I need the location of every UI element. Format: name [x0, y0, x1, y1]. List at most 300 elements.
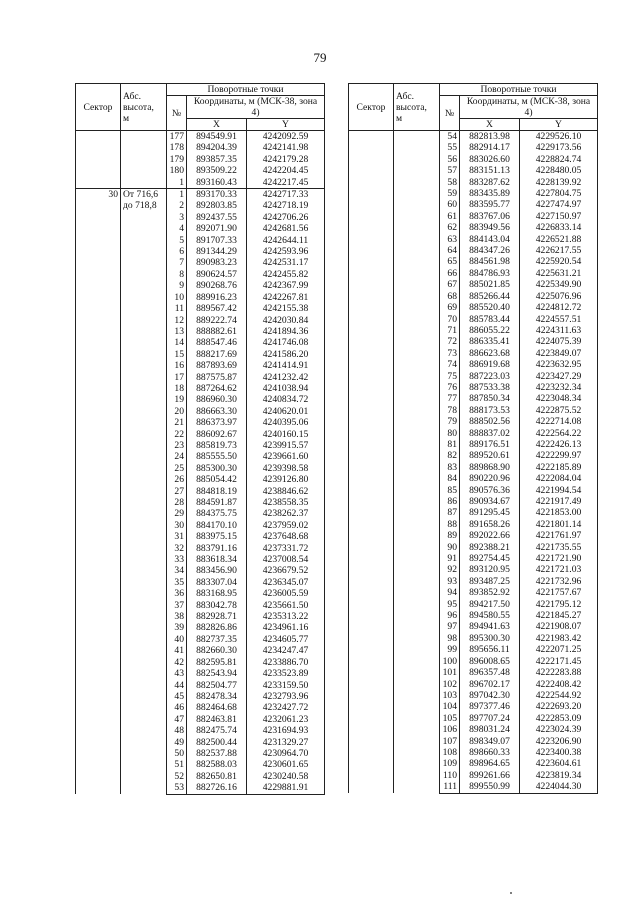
- y-coordinate: 4223232.34: [520, 382, 598, 393]
- y-coordinate: 4242593.96: [247, 246, 325, 257]
- y-coordinate: 4221845.27: [520, 610, 598, 621]
- table-row: [349, 131, 598, 143]
- point-number: 42: [167, 657, 187, 668]
- point-number: 82: [440, 450, 460, 461]
- x-coordinate: 885783.44: [460, 314, 520, 325]
- x-coordinate: 893160.43: [187, 177, 247, 189]
- point-number: 80: [440, 428, 460, 439]
- y-coordinate: 4231329.27: [247, 737, 325, 748]
- x-coordinate: 889868.90: [460, 462, 520, 473]
- x-header: X: [460, 119, 520, 131]
- x-coordinate: 883767.06: [460, 211, 520, 222]
- y-coordinate: 4221908.07: [520, 621, 598, 632]
- point-number: 17: [167, 372, 187, 383]
- point-number: 65: [440, 256, 460, 267]
- x-coordinate: 892022.66: [460, 530, 520, 541]
- y-coordinate: 4224557.51: [520, 314, 598, 325]
- x-coordinate: 886092.67: [187, 429, 247, 440]
- x-coordinate: 893120.95: [460, 564, 520, 575]
- x-coordinate: 883949.56: [460, 222, 520, 233]
- point-number: 111: [440, 781, 460, 793]
- y-coordinate: 4225920.54: [520, 256, 598, 267]
- point-number: 63: [440, 234, 460, 245]
- y-coordinate: 4221732.96: [520, 576, 598, 587]
- point-number: 29: [167, 508, 187, 519]
- x-coordinate: 883026.60: [460, 154, 520, 165]
- x-coordinate: 898031.24: [460, 724, 520, 735]
- point-number: 30: [167, 520, 187, 531]
- x-coordinate: 882914.17: [460, 142, 520, 153]
- x-coordinate: 889222.74: [187, 315, 247, 326]
- number-header: №: [167, 96, 187, 131]
- y-coordinate: 4222693.20: [520, 701, 598, 712]
- point-number: 98: [440, 633, 460, 644]
- point-number: 95: [440, 599, 460, 610]
- point-number: 109: [440, 758, 460, 769]
- x-coordinate: 882650.81: [187, 771, 247, 782]
- point-number: 78: [440, 405, 460, 416]
- x-coordinate: 893170.33: [187, 189, 247, 201]
- point-number: 57: [440, 165, 460, 176]
- x-coordinate: 885054.42: [187, 474, 247, 485]
- point-number: 20: [167, 406, 187, 417]
- y-coordinate: 4222084.04: [520, 473, 598, 484]
- point-number: 10: [167, 292, 187, 303]
- height-range-to: до 718,8: [123, 200, 157, 212]
- y-coordinate: 4222283.88: [520, 667, 598, 678]
- x-coordinate: 884143.04: [460, 234, 520, 245]
- point-number: 12: [167, 315, 187, 326]
- point-number: 64: [440, 245, 460, 256]
- y-coordinate: 4242217.45: [247, 177, 325, 189]
- point-number: 13: [167, 326, 187, 337]
- page-number: 79: [313, 50, 327, 65]
- point-number: 53: [167, 782, 187, 794]
- x-coordinate: 891707.33: [187, 235, 247, 246]
- y-coordinate: 4242717.33: [247, 189, 325, 201]
- x-coordinate: 890576.36: [460, 485, 520, 496]
- height-cell: [121, 131, 167, 189]
- y-coordinate: 4224311.63: [520, 325, 598, 336]
- x-coordinate: 883435.89: [460, 188, 520, 199]
- y-coordinate: 4241232.42: [247, 372, 325, 383]
- x-coordinate: 892803.85: [187, 200, 247, 211]
- point-number: 110: [440, 770, 460, 781]
- x-coordinate: 893857.35: [187, 154, 247, 165]
- x-coordinate: 891295.45: [460, 507, 520, 518]
- point-number: 9: [167, 280, 187, 291]
- y-coordinate: 4223206.90: [520, 736, 598, 747]
- y-coordinate: 4238262.37: [247, 508, 325, 519]
- point-number: 35: [167, 577, 187, 588]
- x-coordinate: 884347.26: [460, 245, 520, 256]
- y-coordinate: 4236345.07: [247, 577, 325, 588]
- x-coordinate: 886663.30: [187, 406, 247, 417]
- x-coordinate: 895656.11: [460, 644, 520, 655]
- point-number: 89: [440, 530, 460, 541]
- y-coordinate: 4221994.54: [520, 485, 598, 496]
- x-coordinate: 885555.50: [187, 451, 247, 462]
- y-coordinate: 4222299.97: [520, 450, 598, 461]
- sector-header: Сектор: [76, 84, 121, 131]
- point-number: 4: [167, 223, 187, 234]
- y-coordinate: 4222426.13: [520, 439, 598, 450]
- x-coordinate: 882595.81: [187, 657, 247, 668]
- y-coordinate: 4238846.62: [247, 486, 325, 497]
- x-coordinate: 884786.93: [460, 268, 520, 279]
- point-number: 178: [167, 142, 187, 153]
- y-coordinate: 4242092.59: [247, 131, 325, 143]
- x-coordinate: 892388.21: [460, 542, 520, 553]
- point-number: 102: [440, 679, 460, 690]
- x-coordinate: 885520.40: [460, 302, 520, 313]
- height-header-line-2: высота,: [123, 101, 154, 113]
- height-header-line-1: Абс.: [123, 90, 141, 102]
- point-number: 5: [167, 235, 187, 246]
- x-coordinate: 887264.62: [187, 383, 247, 394]
- y-coordinate: 4242267.81: [247, 292, 325, 303]
- point-number: 14: [167, 337, 187, 348]
- x-coordinate: 895300.30: [460, 633, 520, 644]
- y-coordinate: 4242706.26: [247, 212, 325, 223]
- y-coordinate: 4242179.28: [247, 154, 325, 165]
- y-coordinate: 4242204.45: [247, 165, 325, 176]
- point-number: 93: [440, 576, 460, 587]
- x-coordinate: 886623.68: [460, 348, 520, 359]
- y-coordinate: 4230601.65: [247, 759, 325, 770]
- point-number: 11: [167, 303, 187, 314]
- y-coordinate: 4223819.34: [520, 770, 598, 781]
- x-coordinate: 890268.76: [187, 280, 247, 291]
- x-coordinate: 899550.99: [460, 781, 520, 793]
- height-header-line-2: высота,: [396, 101, 427, 113]
- x-coordinate: 884818.19: [187, 486, 247, 497]
- point-number: 66: [440, 268, 460, 279]
- left-table-header: [76, 84, 325, 131]
- point-number: 6: [167, 246, 187, 257]
- x-coordinate: 896357.48: [460, 667, 520, 678]
- x-coordinate: 882475.74: [187, 725, 247, 736]
- y-coordinate: 4222071.25: [520, 644, 598, 655]
- y-coordinate: 4229526.10: [520, 131, 598, 143]
- point-number: 27: [167, 486, 187, 497]
- y-coordinate: 4232427.72: [247, 702, 325, 713]
- x-coordinate: 882463.81: [187, 714, 247, 725]
- x-coordinate: 888502.56: [460, 416, 520, 427]
- point-number: 59: [440, 188, 460, 199]
- point-number: 7: [167, 257, 187, 268]
- y-coordinate: 4242030.84: [247, 315, 325, 326]
- point-number: 76: [440, 382, 460, 393]
- point-number: 37: [167, 600, 187, 611]
- y-header: Y: [247, 119, 325, 131]
- x-coordinate: 886919.68: [460, 359, 520, 370]
- point-number: 99: [440, 644, 460, 655]
- y-coordinate: 4221801.14: [520, 519, 598, 530]
- height-header: [121, 84, 167, 131]
- point-number: 50: [167, 748, 187, 759]
- y-coordinate: 4232061.23: [247, 714, 325, 725]
- y-coordinate: 4241746.08: [247, 337, 325, 348]
- sector-cell: [349, 131, 394, 794]
- point-number: 55: [440, 142, 460, 153]
- x-coordinate: 886960.30: [187, 394, 247, 405]
- point-number: 177: [167, 131, 187, 143]
- y-coordinate: 4242718.19: [247, 200, 325, 211]
- point-number: 68: [440, 291, 460, 302]
- x-coordinate: 887893.69: [187, 360, 247, 371]
- point-number: 77: [440, 393, 460, 404]
- point-number: 83: [440, 462, 460, 473]
- x-coordinate: 890934.67: [460, 496, 520, 507]
- sector-header: Сектор: [349, 84, 394, 131]
- y-coordinate: 4221757.67: [520, 587, 598, 598]
- y-coordinate: 4227150.97: [520, 211, 598, 222]
- x-coordinate: 890983.23: [187, 257, 247, 268]
- point-number: 24: [167, 451, 187, 462]
- point-number: 23: [167, 440, 187, 451]
- y-coordinate: 4226521.88: [520, 234, 598, 245]
- x-coordinate: 882826.86: [187, 622, 247, 633]
- x-coordinate: 888217.69: [187, 349, 247, 360]
- point-number: 56: [440, 154, 460, 165]
- right-coordinates-table: [348, 83, 598, 794]
- point-number: 61: [440, 211, 460, 222]
- y-coordinate: 4240395.06: [247, 417, 325, 428]
- x-coordinate: 883456.90: [187, 565, 247, 576]
- point-number: 34: [167, 565, 187, 576]
- point-number: 46: [167, 702, 187, 713]
- x-coordinate: 888173.53: [460, 405, 520, 416]
- scan-mark: [510, 892, 512, 894]
- y-coordinate: 4222171.45: [520, 656, 598, 667]
- point-number: 106: [440, 724, 460, 735]
- y-coordinate: 4223604.61: [520, 758, 598, 769]
- point-number: 69: [440, 302, 460, 313]
- y-coordinate: 4234961.16: [247, 622, 325, 633]
- x-coordinate: 887223.03: [460, 371, 520, 382]
- point-number: 40: [167, 634, 187, 645]
- point-number: 100: [440, 656, 460, 667]
- y-coordinate: 4221735.55: [520, 542, 598, 553]
- x-coordinate: 883042.78: [187, 600, 247, 611]
- y-coordinate: 4241038.94: [247, 383, 325, 394]
- x-coordinate: 892071.90: [187, 223, 247, 234]
- height-cell: [394, 131, 440, 794]
- y-coordinate: 4237648.68: [247, 531, 325, 542]
- x-coordinate: 883975.15: [187, 531, 247, 542]
- point-number: 108: [440, 747, 460, 758]
- x-coordinate: 882660.30: [187, 645, 247, 656]
- y-coordinate: 4242155.38: [247, 303, 325, 314]
- point-number: 1: [167, 189, 187, 201]
- x-coordinate: 884375.75: [187, 508, 247, 519]
- point-number: 101: [440, 667, 460, 678]
- point-number: 73: [440, 348, 460, 359]
- x-coordinate: 885266.44: [460, 291, 520, 302]
- turning-points-header: Поворотные точки: [167, 84, 325, 96]
- x-coordinate: 883791.16: [187, 543, 247, 554]
- y-coordinate: 4227474.97: [520, 199, 598, 210]
- y-coordinate: 4222408.42: [520, 679, 598, 690]
- x-coordinate: 889520.61: [460, 450, 520, 461]
- height-header-line-3: м: [396, 112, 403, 124]
- x-coordinate: 885300.30: [187, 463, 247, 474]
- point-number: 15: [167, 349, 187, 360]
- y-coordinate: 4229173.56: [520, 142, 598, 153]
- x-coordinate: 899261.66: [460, 770, 520, 781]
- x-coordinate: 890624.57: [187, 269, 247, 280]
- point-number: 3: [167, 212, 187, 223]
- y-coordinate: 4241586.20: [247, 349, 325, 360]
- x-coordinate: 882464.68: [187, 702, 247, 713]
- x-coordinate: 891344.29: [187, 246, 247, 257]
- x-coordinate: 888837.02: [460, 428, 520, 439]
- y-coordinate: 4230964.70: [247, 748, 325, 759]
- x-coordinate: 882726.16: [187, 782, 247, 794]
- x-coordinate: 894549.91: [187, 131, 247, 143]
- x-coordinate: 889567.42: [187, 303, 247, 314]
- y-coordinate: 4230240.58: [247, 771, 325, 782]
- point-number: 85: [440, 485, 460, 496]
- x-coordinate: 898349.07: [460, 736, 520, 747]
- point-number: 47: [167, 714, 187, 725]
- right-table-body: [349, 131, 598, 794]
- x-coordinate: 883287.62: [460, 177, 520, 188]
- y-coordinate: 4221761.97: [520, 530, 598, 541]
- y-coordinate: 4222853.09: [520, 713, 598, 724]
- x-coordinate: 897042.30: [460, 690, 520, 701]
- x-coordinate: 888547.46: [187, 337, 247, 348]
- x-coordinate: 884170.10: [187, 520, 247, 531]
- number-header: №: [440, 96, 460, 131]
- y-coordinate: 4225349.90: [520, 279, 598, 290]
- y-coordinate: 4221853.00: [520, 507, 598, 518]
- y-coordinate: 4239398.58: [247, 463, 325, 474]
- point-number: 33: [167, 554, 187, 565]
- x-coordinate: 891658.26: [460, 519, 520, 530]
- y-coordinate: 4237331.72: [247, 543, 325, 554]
- y-coordinate: 4232793.96: [247, 691, 325, 702]
- y-coordinate: 4226833.14: [520, 222, 598, 233]
- point-number: 87: [440, 507, 460, 518]
- x-coordinate: 882813.98: [460, 131, 520, 143]
- point-number: 1: [167, 177, 187, 189]
- x-coordinate: 883307.04: [187, 577, 247, 588]
- point-number: 28: [167, 497, 187, 508]
- x-coordinate: 882588.03: [187, 759, 247, 770]
- y-coordinate: 4226217.55: [520, 245, 598, 256]
- y-coordinate: 4223849.07: [520, 348, 598, 359]
- point-number: 39: [167, 622, 187, 633]
- y-coordinate: 4242455.82: [247, 269, 325, 280]
- y-coordinate: 4240160.15: [247, 429, 325, 440]
- y-coordinate: 4233886.70: [247, 657, 325, 668]
- point-number: 107: [440, 736, 460, 747]
- x-coordinate: 894204.39: [187, 142, 247, 153]
- point-number: 79: [440, 416, 460, 427]
- y-coordinate: 4235313.22: [247, 611, 325, 622]
- point-number: 94: [440, 587, 460, 598]
- point-number: 54: [440, 131, 460, 143]
- point-number: 103: [440, 690, 460, 701]
- point-number: 88: [440, 519, 460, 530]
- x-coordinate: 884591.87: [187, 497, 247, 508]
- height-header-line-3: м: [123, 112, 130, 124]
- y-coordinate: 4223024.39: [520, 724, 598, 735]
- point-number: 2: [167, 200, 187, 211]
- left-table-body: [76, 131, 325, 795]
- y-coordinate: 4227804.75: [520, 188, 598, 199]
- point-number: 26: [167, 474, 187, 485]
- point-number: 48: [167, 725, 187, 736]
- x-coordinate: 883618.34: [187, 554, 247, 565]
- x-coordinate: 883151.13: [460, 165, 520, 176]
- y-coordinate: 4221983.42: [520, 633, 598, 644]
- point-number: 75: [440, 371, 460, 382]
- point-number: 22: [167, 429, 187, 440]
- x-coordinate: 887575.87: [187, 372, 247, 383]
- x-coordinate: 889916.23: [187, 292, 247, 303]
- y-header: Y: [520, 119, 598, 131]
- point-number: 179: [167, 154, 187, 165]
- x-coordinate: 887850.34: [460, 393, 520, 404]
- point-number: 70: [440, 314, 460, 325]
- x-coordinate: 893852.92: [460, 587, 520, 598]
- x-coordinate: 882543.94: [187, 668, 247, 679]
- y-coordinate: 4233159.50: [247, 680, 325, 691]
- point-number: 180: [167, 165, 187, 176]
- y-coordinate: 4234605.77: [247, 634, 325, 645]
- point-number: 36: [167, 588, 187, 599]
- point-number: 97: [440, 621, 460, 632]
- y-coordinate: 4242141.98: [247, 142, 325, 153]
- y-coordinate: 4240620.01: [247, 406, 325, 417]
- coordinates-header: Координаты, м (МСК-38, зона 4): [460, 96, 598, 119]
- x-coordinate: 896008.65: [460, 656, 520, 667]
- x-coordinate: 889176.51: [460, 439, 520, 450]
- point-number: 81: [440, 439, 460, 450]
- y-coordinate: 4222714.08: [520, 416, 598, 427]
- y-coordinate: 4237959.02: [247, 520, 325, 531]
- point-number: 104: [440, 701, 460, 712]
- x-coordinate: 888882.61: [187, 326, 247, 337]
- x-coordinate: 894217.50: [460, 599, 520, 610]
- y-coordinate: 4235661.50: [247, 600, 325, 611]
- y-coordinate: 4222875.52: [520, 405, 598, 416]
- left-coordinates-table: [75, 83, 325, 795]
- x-coordinate: 898660.33: [460, 747, 520, 758]
- point-number: 60: [440, 199, 460, 210]
- x-coordinate: 886055.22: [460, 325, 520, 336]
- right-table-header: [349, 84, 598, 131]
- table-row: [76, 189, 325, 201]
- y-coordinate: 4225076.96: [520, 291, 598, 302]
- point-number: 19: [167, 394, 187, 405]
- x-coordinate: 883168.95: [187, 588, 247, 599]
- point-number: 96: [440, 610, 460, 621]
- sector-cell: [76, 131, 121, 189]
- y-coordinate: 4242681.56: [247, 223, 325, 234]
- y-coordinate: 4222544.92: [520, 690, 598, 701]
- x-coordinate: 892437.55: [187, 212, 247, 223]
- x-coordinate: 892754.45: [460, 553, 520, 564]
- y-coordinate: 4234247.47: [247, 645, 325, 656]
- x-coordinate: 882504.77: [187, 680, 247, 691]
- y-coordinate: 4221721.90: [520, 553, 598, 564]
- point-number: 92: [440, 564, 460, 575]
- point-number: 8: [167, 269, 187, 280]
